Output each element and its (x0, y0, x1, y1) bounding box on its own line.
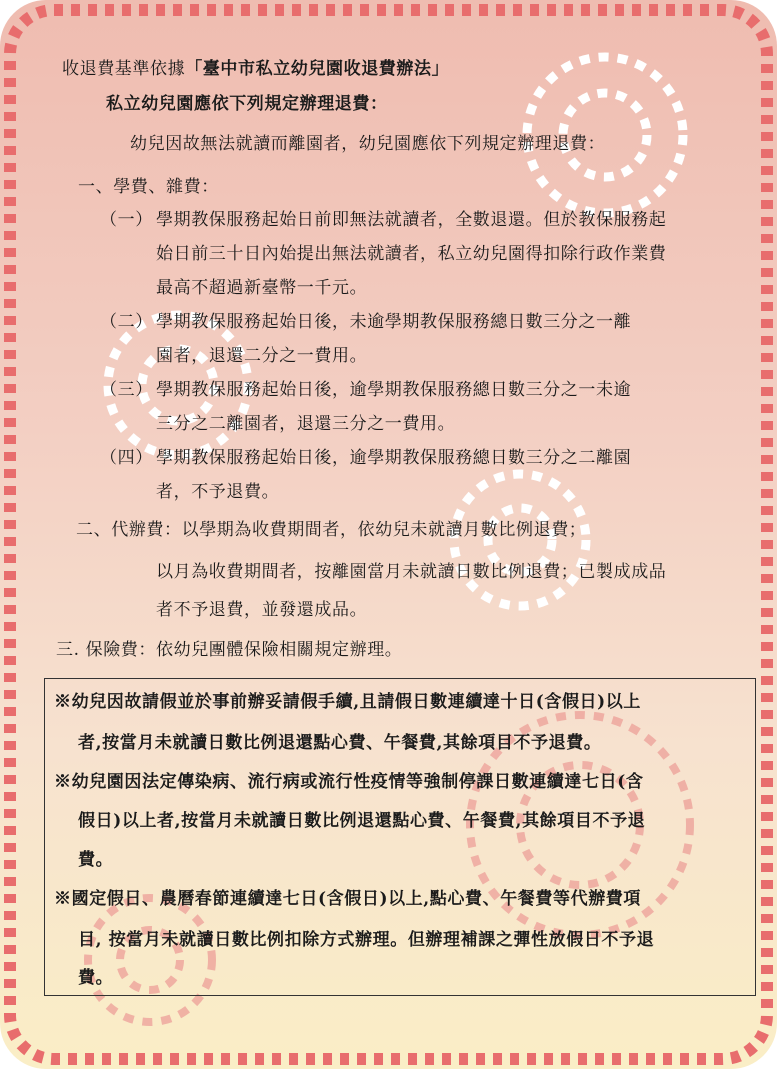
item-1-line-2: 始日前三十日內始提出無法就讀者，私立幼兒園得扣除行政作業費 (156, 244, 667, 264)
item-1-line-1: 學期教保服務起始日前即無法就讀者，全數退還。但於教保服務起 (156, 210, 667, 230)
section-3-line: 三. 保險費：依幼兒團體保險相關規定辦理。 (56, 640, 403, 660)
note-1-line-2: 者,按當月未就讀日數比例退還點心費、午餐費,其餘項目不予退費。 (78, 733, 602, 753)
section-1-title: 一、學費、雜費： (78, 177, 219, 197)
note-3-line-1: ※國定假日、農曆春節連續達七日(含假日)以上,點心費、午餐費等代辦費項 (54, 889, 642, 909)
item-3-marker: （三） (100, 380, 153, 400)
item-2-line-2: 園者，退還二分之一費用。 (156, 346, 368, 366)
item-4-line-2: 者，不予退費。 (156, 482, 280, 502)
note-3-line-3: 費。 (78, 968, 114, 988)
item-1-line-3: 最高不超過新臺幣一千元。 (156, 278, 368, 298)
item-3-line-2: 三分之二離園者，退還三分之一費用。 (156, 414, 456, 434)
basis-line (62, 57, 449, 81)
note-2-line-1: ※幼兒園因法定傳染病、流行病或流行性疫情等強制停課日數連續達七日(含 (54, 772, 644, 792)
note-2-line-3: 費。 (78, 850, 114, 870)
section-2-line-1: 以月為收費期間者，按離園當月未就讀日數比例退費；已製成成品 (156, 562, 667, 582)
basis-title: 「臺中市私立幼兒園收退費辦法」 (185, 59, 450, 79)
note-3-line-2: 目, 按當月未就讀日數比例扣除方式辦理。但辦理補課之彈性放假日不予退 (78, 930, 655, 950)
item-3-line-1: 學期教保服務起始日後，逾學期教保服務總日數三分之一未逾 (156, 380, 632, 400)
item-1-marker: （一） (100, 210, 153, 230)
item-4-marker: （四） (100, 448, 153, 468)
intro-line: 幼兒因故無法就讀而離園者，幼兒園應依下列規定辦理退費： (130, 134, 606, 154)
note-2-line-2: 假日)以上者,按當月未就讀日數比例退還點心費、午餐費,其餘項目不予退 (78, 811, 646, 831)
section-2-title: 二、代辦費：以學期為收費期間者，依幼兒未就讀月數比例退費； (76, 520, 587, 540)
item-2-marker: （二） (100, 312, 153, 332)
section-2-line-2: 者不予退費，並發還成品。 (156, 600, 368, 620)
item-4-line-1: 學期教保服務起始日後，逾學期教保服務總日數三分之二離園 (156, 448, 632, 468)
note-1-line-1: ※幼兒因故請假並於事前辦妥請假手續,且請假日數連續達十日(含假日)以上 (54, 692, 642, 712)
subheading: 私立幼兒園應依下列規定辦理退費： (106, 94, 388, 114)
basis-prefix: 收退費基準依據 (62, 59, 186, 79)
item-2-line-1: 學期教保服務起始日後，未逾學期教保服務總日數三分之一離 (156, 312, 632, 332)
